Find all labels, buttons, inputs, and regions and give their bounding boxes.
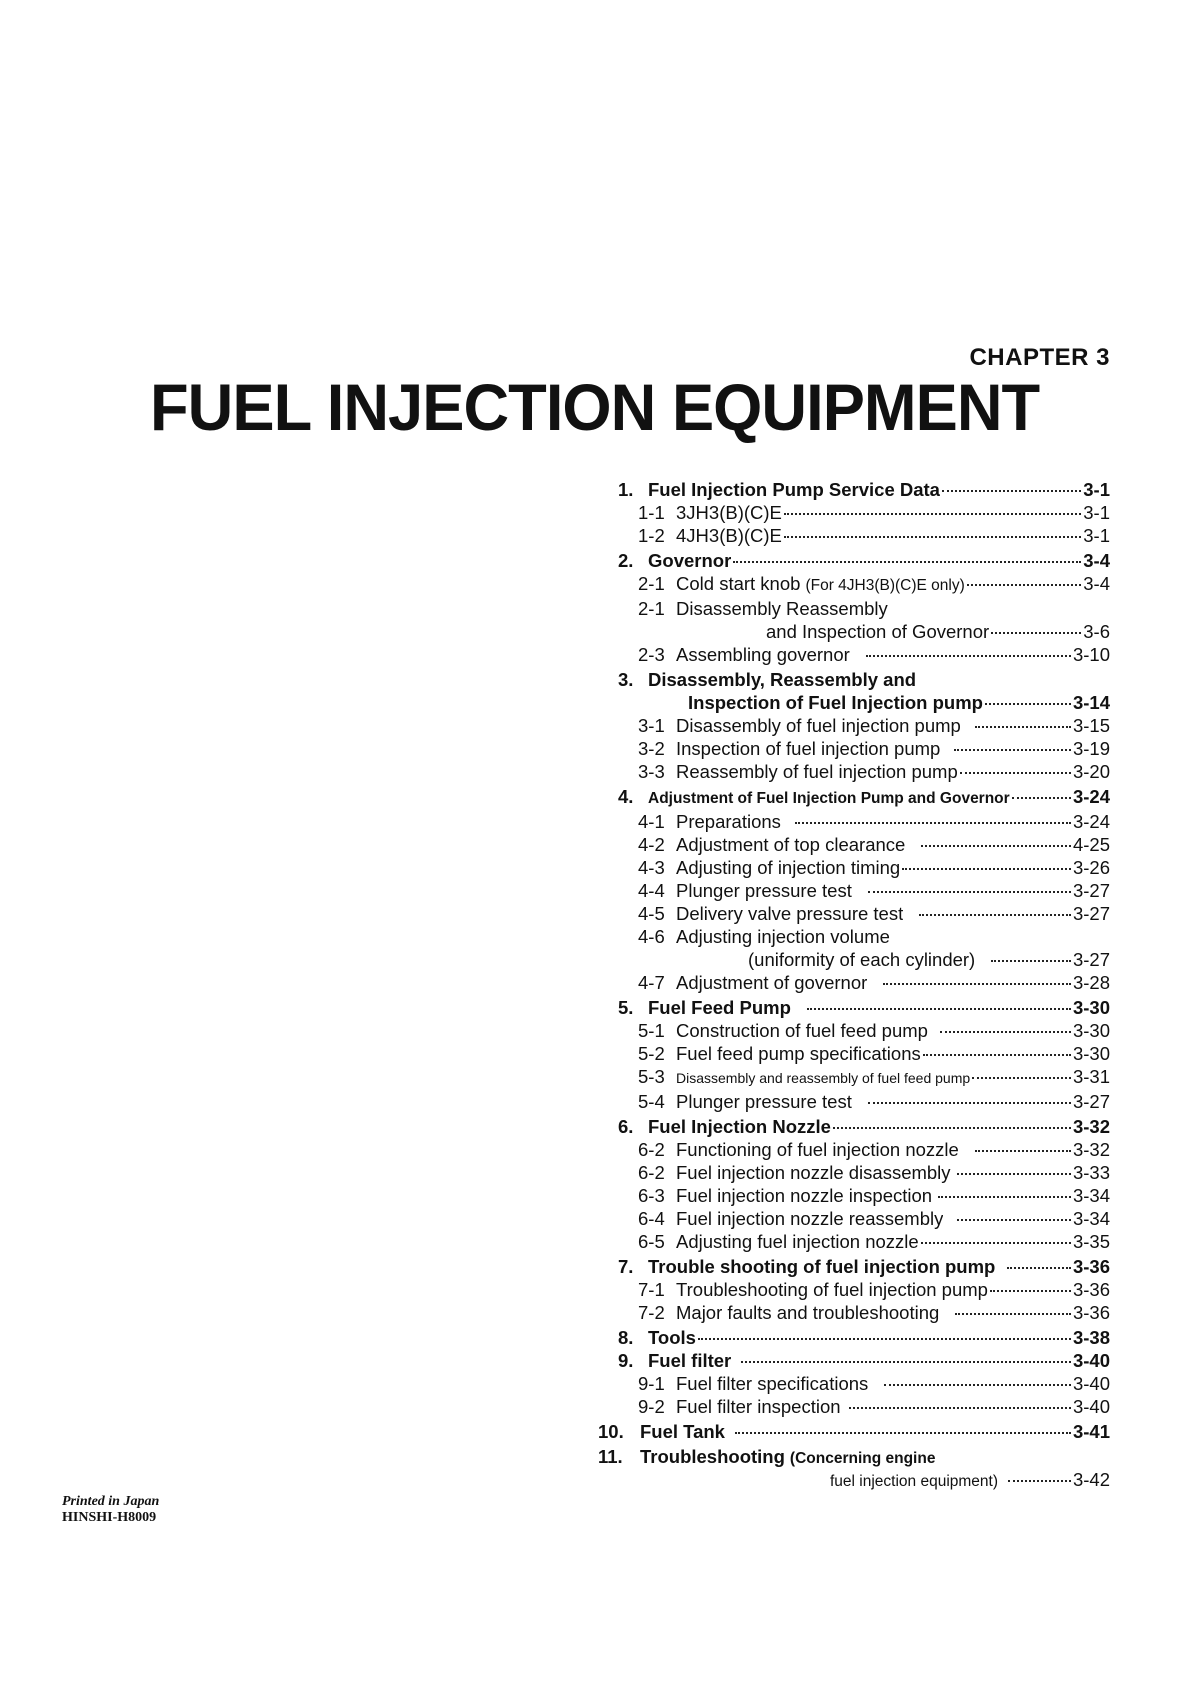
toc-label: Fuel filter [648,1350,732,1371]
toc-label-cont: fuel injection equipment) [830,1473,999,1490]
toc-number: 5. [618,997,634,1018]
toc-number: 1. [618,479,634,500]
toc-label: Adjustment of Fuel Injection Pump and Governor [648,790,1010,807]
toc-subsection-3-2[interactable] [618,737,1110,760]
toc-label: Inspection of fuel injection pump [676,738,941,759]
toc-label-cont: and Inspection of Governor [766,621,990,642]
dot-leader [975,726,1071,728]
toc-section-7[interactable] [618,1255,1110,1278]
toc-number: 4-7 [638,972,665,993]
toc-subsection-6-5[interactable] [618,1230,1110,1253]
toc-subsection-5-4[interactable] [618,1090,1110,1113]
printed-footer [62,1494,159,1526]
toc-number: 3-3 [638,761,665,782]
toc-page: 3-38 [1072,1327,1110,1348]
toc-number: 9. [618,1350,634,1371]
toc-page: 3-30 [1072,1020,1110,1041]
toc-label: Troubleshooting [640,1446,785,1467]
toc-label: Assembling governor [676,644,850,665]
toc-label: Adjusting fuel injection nozzle [676,1231,919,1252]
toc-number: 6-2 [638,1162,665,1183]
toc-page: 3-40 [1072,1373,1110,1394]
toc-number: 1-2 [638,525,665,546]
toc-number: 10. [598,1421,624,1442]
dot-leader [833,1127,1071,1129]
toc-label: Disassembly Reassembly [676,598,888,619]
toc-number: 6. [618,1116,634,1137]
dot-leader [960,772,1071,774]
toc-subsection-7-2[interactable] [618,1301,1110,1324]
toc-label: Fuel Feed Pump [648,997,791,1018]
toc-page: 3-32 [1072,1139,1110,1160]
toc-label: Trouble shooting of fuel injection pump [648,1256,996,1277]
toc-label: Fuel injection nozzle disassembly [676,1162,951,1183]
toc-number: 4-4 [638,880,665,901]
dot-leader [938,1196,1071,1198]
toc-subsection-3-1[interactable] [618,714,1110,737]
toc-note: (For 4JH3(B)(C)E only) [805,577,965,594]
dot-leader [868,1102,1071,1104]
toc-section-11-cont[interactable] [618,1470,1110,1492]
toc-label: Disassembly and reassembly of fuel feed pump [676,1070,971,1086]
toc-page: 3-28 [1072,972,1110,993]
toc-page: 3-1 [1083,502,1110,523]
toc-number: 2-1 [638,598,665,619]
dot-leader [902,868,1071,870]
toc-number: 4-1 [638,811,665,832]
dot-leader [868,891,1071,893]
toc-subsection-6-4[interactable] [618,1207,1110,1230]
toc-subsection-6-2[interactable] [618,1161,1110,1184]
toc-page: 3-31 [1072,1066,1110,1087]
toc-number: 5-2 [638,1043,665,1064]
toc-number: 8. [618,1327,634,1348]
toc-subsection-5-1[interactable] [618,1019,1110,1042]
toc-subsection-2-1[interactable] [618,572,1110,597]
toc-number: 5-1 [638,1020,665,1041]
dot-leader [741,1361,1071,1363]
toc-number: 5-3 [638,1066,665,1087]
toc-number: 3. [618,669,634,690]
toc-page: 3-34 [1072,1185,1110,1206]
toc-page: 3-30 [1072,997,1110,1018]
toc-section-10[interactable] [598,1420,1110,1443]
dot-leader [733,561,1081,563]
toc-label: Major faults and troubleshooting [676,1302,940,1323]
toc-number: 7. [618,1256,634,1277]
dot-leader [795,822,1071,824]
toc-page: 3-27 [1072,949,1110,970]
dot-leader [919,914,1071,916]
toc-subsection-4-7[interactable] [618,971,1110,994]
toc-label: Delivery valve pressure test [676,903,904,924]
toc-label: Fuel injection nozzle reassembly [676,1208,944,1229]
toc-label: Adjustment of governor [676,972,868,993]
toc-number: 4-3 [638,857,665,878]
toc-page: 3-26 [1072,857,1110,878]
dot-leader [921,845,1071,847]
toc-subsection-6-3[interactable] [618,1184,1110,1207]
toc-number: 9-2 [638,1396,665,1417]
toc-page: 3-27 [1072,880,1110,901]
toc-page: 3-10 [1072,644,1110,665]
toc-subsection-4-2[interactable] [618,833,1110,856]
toc-label: Fuel injection nozzle inspection [676,1185,933,1206]
toc-label: Disassembly of fuel injection pump [676,715,961,736]
toc-label: Governor [648,550,732,571]
dot-leader [807,1008,1071,1010]
toc-number: 3-1 [638,715,665,736]
toc-label: Fuel Tank [640,1421,725,1442]
dot-leader [940,1031,1071,1033]
toc-label: Plunger pressure test [676,1091,852,1112]
chapter-label: CHAPTER 3 [969,344,1110,371]
dot-leader [1008,1480,1071,1482]
dot-leader [784,513,1081,515]
toc-number: 9-1 [638,1373,665,1394]
toc-subsection-4-4[interactable] [618,879,1110,902]
dot-leader [975,1150,1071,1152]
dot-leader [957,1173,1071,1175]
toc-section-11[interactable] [598,1445,1110,1470]
page-title: FUEL INJECTION EQUIPMENT [150,370,1040,444]
toc-section-1[interactable] [618,478,1110,501]
dot-leader [923,1054,1071,1056]
toc-page: 3-36 [1072,1302,1110,1323]
toc-page: 3-15 [1072,715,1110,736]
dot-leader [955,1313,1071,1315]
dot-leader [1012,797,1071,799]
toc-label: Construction of fuel feed pump [676,1020,928,1041]
toc-page: 3-40 [1072,1396,1110,1417]
toc-label: Cold start knob [676,573,801,594]
toc-number: 6-3 [638,1185,665,1206]
toc-page: 3-1 [1083,479,1110,500]
dot-leader [849,1407,1071,1409]
toc-subsection-4-1[interactable] [618,810,1110,833]
toc-label: Adjustment of top clearance [676,834,906,855]
toc-number: 11. [598,1446,623,1467]
dot-leader [884,1384,1071,1386]
toc-subsection-4-5[interactable] [618,902,1110,925]
toc-label: Fuel feed pump specifications [676,1043,921,1064]
toc-page: 3-19 [1072,738,1110,759]
toc-subsection-9-1[interactable] [618,1372,1110,1395]
toc-label: Tools [648,1327,696,1348]
toc-page: 3-27 [1072,1091,1110,1112]
toc-label: Fuel Injection Pump Service Data [648,479,940,500]
toc-subsection-5-3[interactable] [618,1065,1110,1090]
toc-subsection-4-3[interactable] [618,856,1110,879]
toc-label: 3JH3(B)(C)E [676,502,782,523]
toc-note: (Concerning engine [789,1450,936,1467]
toc-number: 5-4 [638,1091,665,1112]
toc-number: 7-2 [638,1302,665,1323]
toc-label: Functioning of fuel injection nozzle [676,1139,959,1160]
toc-page: 3-30 [1072,1043,1110,1064]
toc-label: Reassembly of fuel injection pump [676,761,958,782]
toc-page: 3-20 [1072,761,1110,782]
toc-label: Fuel filter inspection [676,1396,841,1417]
toc-number: 4. [618,786,634,807]
dot-leader [883,983,1071,985]
toc-page: 3-1 [1083,525,1110,546]
toc-number: 6-5 [638,1231,665,1252]
toc-subsection-9-2[interactable] [618,1395,1110,1418]
toc-label-cont: Inspection of Fuel Injection pump [688,692,983,713]
toc-section-8[interactable] [618,1326,1110,1349]
toc-label: Plunger pressure test [676,880,852,901]
toc-section-4[interactable] [618,785,1110,810]
toc-page: 3-41 [1072,1421,1110,1442]
toc-number: 2-3 [638,644,665,665]
toc-subsection-2-2[interactable] [618,597,1110,620]
toc-subsection-2-3[interactable] [618,643,1110,666]
toc-page: 3-40 [1072,1350,1110,1371]
toc-section-3-cont[interactable] [618,691,1110,714]
dot-leader [784,536,1081,538]
toc-page: 3-4 [1083,550,1110,571]
toc-page: 3-24 [1072,786,1110,807]
toc-subsection-3-3[interactable] [618,760,1110,783]
dot-leader [991,960,1071,962]
toc-label-cont: (uniformity of each cylinder) [748,949,976,970]
toc-label: Fuel filter specifications [676,1373,869,1394]
toc-number: 4-6 [638,926,665,947]
document-code: HINSHI-H8009 [62,1510,157,1525]
toc-number: 1-1 [638,502,665,523]
dot-leader [954,749,1071,751]
dot-leader [942,490,1081,492]
toc-number: 4-2 [638,834,665,855]
toc-number: 4-5 [638,903,665,924]
toc-page: 3-42 [1072,1469,1110,1490]
toc-number: 6-4 [638,1208,665,1229]
toc-label: Fuel Injection Nozzle [648,1116,831,1137]
dot-leader [921,1242,1071,1244]
toc-page: 3-4 [1083,573,1110,594]
toc-section-9[interactable] [618,1349,1110,1372]
toc-number: 7-1 [638,1279,665,1300]
toc-subsection-5-2[interactable] [618,1042,1110,1065]
toc-subsection-2-2-cont[interactable] [618,620,1110,643]
dot-leader [967,584,1081,586]
toc-page: 4-25 [1072,834,1110,855]
dot-leader [1007,1267,1071,1269]
toc-label: Disassembly, Reassembly and [648,669,917,690]
toc-page: 3-6 [1083,621,1110,642]
toc-number: 2-1 [638,573,665,594]
toc-section-3[interactable] [618,668,1110,691]
dot-leader [991,632,1081,634]
toc-subsection-7-1[interactable] [618,1278,1110,1301]
dot-leader [735,1432,1071,1434]
toc-page: 3-14 [1072,692,1110,713]
toc-label: 4JH3(B)(C)E [676,525,782,546]
toc-number: 2. [618,550,634,571]
toc-label: Troubleshooting of fuel injection pump [676,1279,988,1300]
table-of-contents [598,476,1110,1492]
toc-label: Preparations [676,811,781,832]
toc-page: 3-27 [1072,903,1110,924]
toc-page: 3-35 [1072,1231,1110,1252]
toc-section-6[interactable] [618,1115,1110,1138]
toc-subsection-6-1[interactable] [618,1138,1110,1161]
dot-leader [990,1290,1071,1292]
dot-leader [972,1077,1071,1079]
toc-label: Adjusting of injection timing [676,857,901,878]
toc-number: 3-2 [638,738,665,759]
toc-subsection-1-1[interactable] [618,501,1110,524]
toc-page: 3-24 [1072,811,1110,832]
toc-subsection-1-2[interactable] [618,524,1110,547]
toc-page: 3-32 [1072,1116,1110,1137]
toc-page: 3-36 [1072,1279,1110,1300]
dot-leader [957,1219,1071,1221]
toc-subsection-4-6-cont[interactable] [618,948,1110,971]
toc-subsection-4-6[interactable] [618,925,1110,948]
toc-page: 3-33 [1072,1162,1110,1183]
dot-leader [985,703,1071,705]
toc-number: 6-2 [638,1139,665,1160]
printed-in-japan: Printed in Japan [62,1494,160,1509]
dot-leader [698,1338,1071,1340]
toc-label: Adjusting injection volume [676,926,890,947]
toc-page: 3-36 [1072,1256,1110,1277]
dot-leader [866,655,1071,657]
toc-section-5[interactable] [618,996,1110,1019]
toc-page: 3-34 [1072,1208,1110,1229]
toc-section-2[interactable] [618,549,1110,572]
